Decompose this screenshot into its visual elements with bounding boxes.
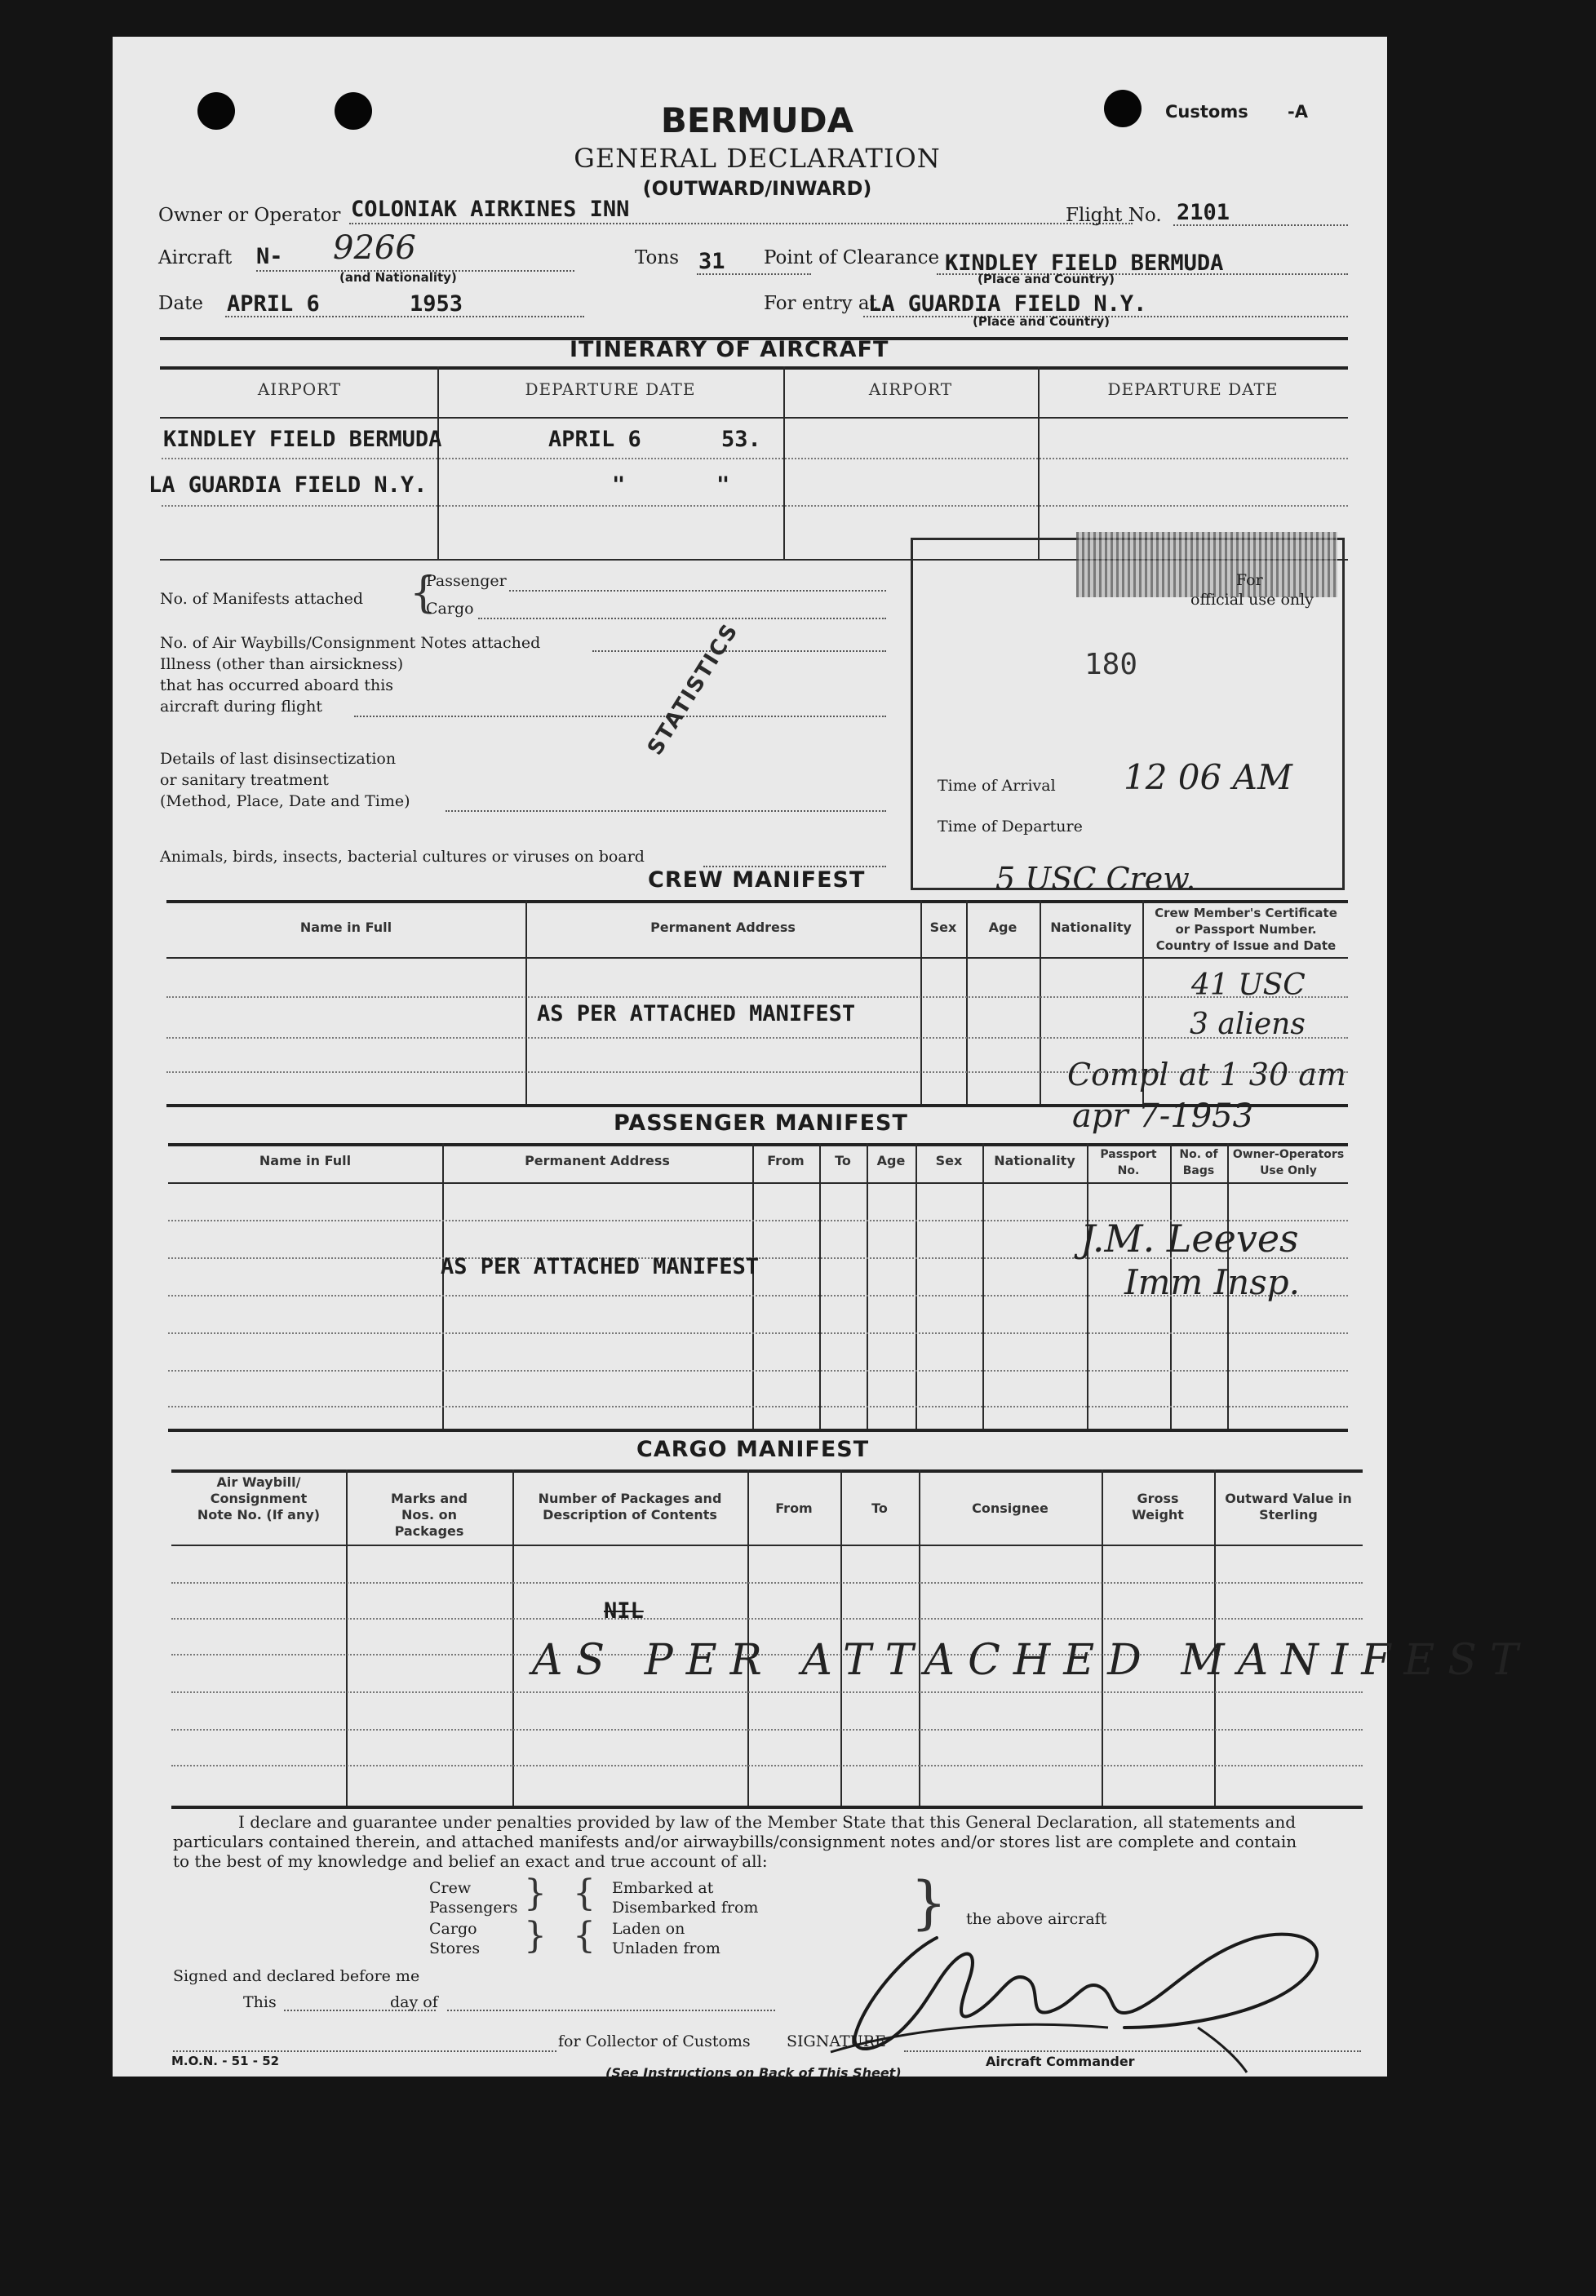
official-number: 180 [1084,648,1138,681]
crew-col-cert-3: Country of Issue and Date [1155,938,1337,953]
pax-col-age: Age [876,1153,906,1168]
manifests-passenger: Passenger [426,572,507,590]
crew-hand-3: Compl at 1 30 am [1067,1057,1346,1093]
passenger-body: AS PER ATTACHED MANIFEST [441,1254,760,1279]
decl-laden: Laden on [612,1920,685,1938]
crew-col-cert-1: Crew Member's Certificate [1155,906,1337,920]
aircraft-label: Aircraft [158,247,233,268]
crew-hand-1: 41 USC [1191,968,1306,1002]
form-subtitle: GENERAL DECLARATION [574,143,941,174]
passenger-sign-1: J.M. Leeves [1080,1217,1299,1261]
crew-body: AS PER ATTACHED MANIFEST [537,1001,856,1026]
cargo-title: CARGO MANIFEST [636,1437,870,1462]
itin-row2-year: " [716,472,730,498]
itin-col-departure: DEPARTURE DATE [525,379,696,399]
itin-col-airport: AIRPORT [257,379,342,399]
cargo-col-packages: Number of Packages and Description of Contents [538,1491,722,1523]
itinerary-title: ITINERARY OF AIRCRAFT [570,337,889,362]
crew-note: 5 USC Crew. [995,861,1196,897]
manifests-label: No. of Manifests attached [160,590,364,608]
pax-col-sex: Sex [935,1153,963,1168]
tons-label: Tons [635,247,680,268]
passenger-sign-2: Imm Insp. [1124,1262,1301,1302]
cargo-col-weight: Gross Weight [1132,1491,1184,1523]
clearance-value: KINDLEY FIELD BERMUDA [945,250,1224,276]
itin-row1-date: APRIL 6 [548,427,641,452]
commander-label: Aircraft Commander [986,2054,1135,2069]
illness-line2: that has occurred aboard this [160,676,394,694]
decl-unladen: Unladen from [612,1939,720,1957]
punch-hole-left-1 [197,92,235,130]
arrival-value: 12 06 AM [1124,757,1292,797]
pax-col-passport-1: Passport [1100,1148,1157,1161]
declaration-line1: I declare and guarantee under penalties provided by law of the Member State that this General Declaration, all statements and [238,1812,1297,1832]
aircraft-value: 9266 [333,229,416,267]
itin-row1-year: 53. [721,427,761,452]
disinsect-line3: (Method, Place, Date and Time) [160,792,410,810]
itin-row2-airport: LA GUARDIA FIELD N.Y. [149,472,428,498]
commander-signature [814,1905,1337,2077]
this-label: This [243,1993,277,2011]
passenger-note: apr 7-1953 [1072,1097,1254,1135]
statistics-stamp: STATISTICS [643,618,744,760]
pax-col-to: To [835,1153,851,1168]
crew-col-nationality: Nationality [1050,920,1132,935]
cargo-col-marks: Marks and Nos. on Packages [391,1491,468,1539]
decl-embarked: Embarked at [612,1879,714,1897]
decl-passengers: Passengers [429,1899,518,1917]
itin-col-departure2: DEPARTURE DATE [1107,379,1279,399]
date-label: Date [158,293,204,314]
pax-col-owner-1: Owner-Operators [1232,1148,1345,1161]
crew-col-age: Age [988,920,1017,935]
punch-hole-right [1104,90,1142,127]
aircraft-sub: (and Nationality) [339,270,457,285]
crew-col-address: Permanent Address [650,920,796,935]
year-value: 1953 [410,291,463,317]
clearance-label: Point of Clearance [764,247,940,268]
crew-hand-2: 3 aliens [1190,1008,1306,1041]
manifests-cargo: Cargo [426,600,474,618]
signature-label: SIGNATURE [787,2032,886,2050]
pax-col-nationality: Nationality [994,1153,1075,1168]
pax-col-bags-1: No. of [1179,1148,1218,1161]
passenger-title: PASSENGER MANIFEST [614,1110,908,1136]
form-number: M.O.N. - 51 - 52 [171,2054,280,2068]
cargo-col-waybill: Air Waybill/ Consignment Note No. (If any) [197,1474,321,1523]
illness-line1: Illness (other than airsickness) [160,655,404,673]
itin-row2-date: " [612,472,626,498]
official-use-box [911,538,1345,890]
itin-col-airport2: AIRPORT [868,379,953,399]
tons-value: 31 [698,249,725,274]
crew-title: CREW MANIFEST [648,867,866,893]
disinsect-line1: Details of last disinsectization [160,750,397,768]
flight-value: 2101 [1177,200,1230,225]
official-box-smudge [1076,532,1337,597]
entry-sub: (Place and Country) [973,314,1111,329]
declaration-sheet: BERMUDA GENERAL DECLARATION (OUTWARD/INWARD) Customs -A Owner or Operator COLONIAK AIRKINES INN Flight No. 2101 Aircraft N- 9266 (and Nationality) Tons 31 Point of Clearance KINDLEY FIELD BERMUDA (Place and Country) Date APRIL 6 1953 For entry at LA GUARDIA FIELD N.Y. (Place and Country) ITINERARY OF AIRCRAFT AIRPORT DEPARTURE DATE AIRPORT DEPARTURE DATE KINDLEY FIELD BERMUDA APRIL 6 53. LA GUARDIA FIELD N.Y. " " No. of Manifests attached { Passenger Cargo No. of Air Waybills/Consignment Notes attached Illness (other than airsickness) that has occurred aboard this aircraft during flight Details of last disinsectization or sanitary treatment (Method, Place, Date and Time) Animals, birds, insects, bacterial cultures or viruses on board STATISTICS For official use only 180 Time of Arrival 12 06 AM Time of Departure CREW MANIFEST 5 USC Crew. Name in Full Permanent Address Sex Age Nationality Crew Member's Certificate or Passport Number. Country of Issue and Date AS PER ATTACHED MANIFEST 41 USC 3 aliens Compl at 1 30 am PASSENGER MANIFEST apr 7-1953 Name in Full Permanent Address From To Age Sex Nationality Passport No. No. of Bags Owner-Operators Use Only AS PER ATTACHED MANIFEST J.M. Leeves Imm Insp. CARGO MANIFEST Air Waybill/ Consignment Note No. (If any) Marks and Nos. on Packages Number of Packages and Description of Contents From To Consignee Gross Weight Outward Value in Sterling NIL AS PER ATTACHED MANIFEST I declare and guarantee under penalties provided by law of the Member State that this General Declaration, all statements and particulars contained therein, and attached manifests and/or airwaybills/consignment notes and/or stores list are complete and contain to the best of my knowledge and belief an exact and true account of all: Crew Passengers Cargo Stores } } { { Embarked at Disembarked from Laden on Unladen from } the above aircraft Signed and declared before me This day of for Collector of Customs SIGNATURE Aircraft Commander (See Instructions on Back of This Sheet) M.O.N. - 51 - 52 [113,37,1387,2077]
official-for: For [1236,571,1263,589]
owner-value: COLONIAK AIRKINES INN [351,197,630,222]
declaration-line2: particulars contained therein, and attached manifests and/or airwaybills/consignment notes and/or stores list are complete and contain [173,1832,1297,1851]
customs-suffix: -A [1288,102,1308,122]
punch-hole-left-2 [335,92,372,130]
decl-disembarked: Disembarked from [612,1899,759,1917]
decl-crew: Crew [429,1879,472,1897]
pax-col-passport-2: No. [1117,1164,1140,1177]
disinsect-line2: or sanitary treatment [160,771,329,789]
entry-label: For entry at [764,293,877,314]
declaration-line3: to the best of my knowledge and belief an exact and true account of all: [173,1851,768,1871]
itin-row1-airport: KINDLEY FIELD BERMUDA [163,427,442,452]
pax-col-address: Permanent Address [525,1153,670,1168]
crew-col-sex: Sex [929,920,957,935]
pax-col-owner-2: Use Only [1260,1164,1317,1177]
pax-col-from: From [767,1153,805,1168]
waybills-label: No. of Air Waybills/Consignment Notes attached [160,634,541,652]
crew-col-cert-2: or Passport Number. [1175,922,1317,937]
animals-label: Animals, birds, insects, bacterial cultures or viruses on board [160,848,645,866]
decl-cargo: Cargo [429,1920,477,1938]
signed-before: Signed and declared before me [173,1967,420,1985]
owner-label: Owner or Operator [158,205,341,226]
clearance-sub: (Place and Country) [978,272,1115,286]
instructions-label: (See Instructions on Back of This Sheet) [605,2065,902,2081]
illness-line3: aircraft during flight [160,698,323,716]
pax-col-bags-2: Bags [1182,1164,1215,1177]
official-use-label: official use only [1190,591,1314,609]
arrival-label: Time of Arrival [938,777,1056,795]
collector-label: for Collector of Customs [558,2032,751,2050]
cargo-col-consignee: Consignee [972,1500,1048,1516]
cargo-col-to: To [871,1500,888,1516]
decl-stores: Stores [429,1939,481,1957]
date-value: APRIL 6 [227,291,320,317]
form-title: BERMUDA [660,100,854,140]
cargo-col-value: Outward Value in Sterling [1225,1491,1352,1523]
entry-value: LA GUARDIA FIELD N.Y. [868,291,1147,317]
decl-above: the above aircraft [966,1910,1107,1928]
flight-label: Flight No. [1066,205,1162,226]
crew-col-name: Name in Full [299,920,392,935]
cargo-hand: AS PER ATTACHED MANIFEST [532,1636,1532,1685]
pax-col-name: Name in Full [259,1153,352,1168]
day-of-label: day of [390,1993,438,2011]
cargo-col-from: From [775,1500,813,1516]
aircraft-prefix: N- [256,244,283,269]
customs-label: Customs [1165,102,1248,122]
departure-label: Time of Departure [938,818,1083,836]
form-direction: (OUTWARD/INWARD) [642,177,872,200]
cargo-nil: NIL [604,1598,644,1624]
